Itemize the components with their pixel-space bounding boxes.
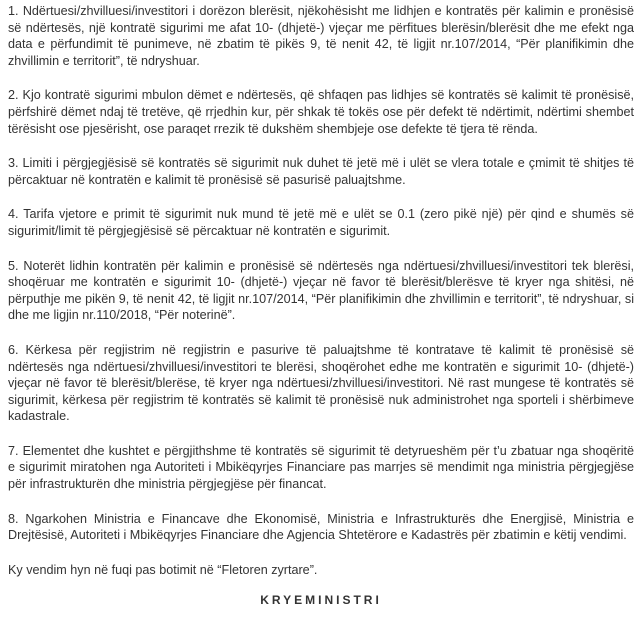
closing-statement: Ky vendim hyn në fuqi pas botimit në “Fletoren zyrtare”. — [8, 562, 318, 577]
paragraph-1: 1. Ndërtuesi/zhvilluesi/investitori i dorëzon blerësit, njëkohësisht me lidhjen e kontratës për kalimin e pronësisë së ndërtesës, një kontratë sigurimi me afat 10- (dhjetë-) vjeçar me përfitues blerësin/blerësit dhe me efekt nga data e përfundimit të punimeve, në zbatim të pikës 9, të nenit 42, të ligjit nr.107/2014, “Për planifikimin dhe zhvillimin e territorit”, të ndryshuar. — [8, 4, 634, 68]
paragraph-7: 7. Elementet dhe kushtet e përgjithshme të kontratës së sigurimit të detyrueshëm për t’u zbatuar nga shoqëritë e sigurimit miratohen nga Autoriteti i Mbikëqyrjes Financiare pas marrjes së mendimit nga ministria përgjegjëse për infrastrukturën dhe ministria përgjegjëse për financat. — [8, 443, 634, 492]
paragraph-3: 3. Limiti i përgjegjësisë së kontratës së sigurimit nuk duhet të jetë më i ulët se vlera totale e çmimit të shitjes të përcaktuar në kontratën e kalimit të pronësisë së pasurisë paluajtshme. — [8, 156, 634, 187]
paragraph-5: 5. Noterët lidhin kontratën për kalimin e pronësisë së ndërtesës nga ndërtuesi/zhvilluesi/investitori tek blerësi, shoqëruar me kontratën e sigurimit 10- (dhjetë-) vjeçar në favor të blerësit/blerësve të kryer nga shitësi, në përputhje me pikën 9, të nenit 42, të ligjit nr.107/2014, “Për planifikimin dhe zhvillimin e territorit”, të ndryshuar, si dhe me ligjin nr.110/2018, “Për noterinë”. — [8, 258, 634, 323]
decision-document — [0, 3, 642, 609]
paragraph-6: 6. Kërkesa për regjistrim në regjistrin e pasurive të paluajtshme të kontratave të kalimit të pronësisë së ndërtesës nga ndërtuesi/zhvilluesi/investitori te blerësi, shoqërohet edhe me kontratën e sigurimit 10- (dhjetë-) vjeçar në favor të blerësit/blerëse, të kryer nga ndërtuesi/zhvilluesi/investitori. Në rast mungese të kontratës së sigurimit, kërkesa për regjistrim të kontratës së kalimit të pronësisë nuk administrohet nga sporteli i shërbimeve kadastrale. — [8, 342, 634, 424]
paragraph-4: 4. Tarifa vjetore e primit të sigurimit nuk mund të jetë më e ulët se 0.1 (zero pikë një) për qind e shumës së sigurimit/limit të përgjegjësisë së përcaktuar në kontratën e sigurimit. — [8, 207, 634, 238]
paragraph-8: 8. Ngarkohen Ministria e Financave dhe Ekonomisë, Ministria e Infrastrukturës dhe Energjisë, Ministria e Drejtësisë, Autoriteti i Mbikëqyrjes Financiare dhe Agjencia Shtetërore e Kadastrës për zbatimin e këtij vendimi. — [8, 511, 634, 543]
signature-title: KRYEMINISTRI — [260, 593, 382, 608]
paragraph-2: 2. Kjo kontratë sigurimi mbulon dëmet e ndërtesës, që shfaqen pas lidhjes së kontratës së kalimit të pronësisë, përfshirë dëmet ndaj të tretëve, që rrjedhin kur, për shkak të tokës ose për defekt të ndërtimit, ndërtimi shembet tërësisht ose pjesërisht, ose paraqet rrezik të dukshëm shembjeje ose defekte të tjera të rënda. — [8, 88, 634, 136]
